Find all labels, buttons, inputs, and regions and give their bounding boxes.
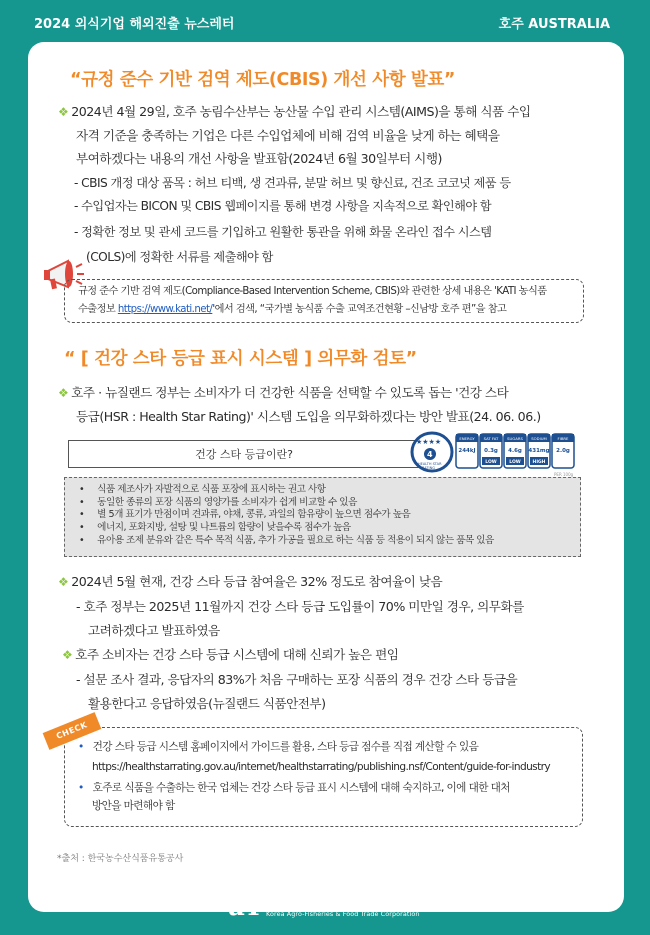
section2-sub-item: - 설문 조사 결과, 응답자의 83%가 처음 구매하는 포장 식품의 경우 건강 스타 등급을 <box>76 672 518 687</box>
check-item-text: 건강 스타 등급 시스템 홈페이지에서 가이드를 활용, 스타 등급 점수를 직접 계산할 수 있음 <box>92 741 479 753</box>
svg-text:RATING: RATING <box>422 466 435 470</box>
country-label: 호주 AUSTRALIA <box>498 17 610 32</box>
svg-text:HEALTH STAR: HEALTH STAR <box>418 462 442 466</box>
bullet-diamond-icon: ❖ <box>62 648 73 662</box>
svg-text:LOW: LOW <box>509 460 521 465</box>
at-logo-mark <box>228 893 262 921</box>
bullet-dot-icon: • <box>78 782 84 794</box>
hsr-info-item: • 에너지, 포화지방, 설탕 및 나트륨의 함량이 낮을수록 점수가 높음 <box>79 522 580 535</box>
org-name-korean: 한국농수산식품유통공사 <box>266 897 403 912</box>
hsr-info-item: • 동일한 종류의 포장 식품의 영양가를 소비자가 쉽게 비교할 수 있음 <box>79 497 580 510</box>
section2-intro <box>58 381 598 428</box>
svg-text:PER 100g: PER 100g <box>554 472 574 477</box>
bullet-diamond-icon: ❖ <box>58 575 69 589</box>
svg-text:0.3g: 0.3g <box>484 448 498 454</box>
section2-sub-item: 활용한다고 응답하였음(뉴질랜드 식품안전부) <box>88 696 326 711</box>
kati-link[interactable]: https://www.kati.net/ <box>117 304 213 315</box>
hsr-nutrient-panel <box>456 434 478 468</box>
note-line: 규정 준수 기반 검역 제도(Compliance-Based Intervention Scheme, CBIS)와 관련한 상세 내용은 'KATI 농식품 <box>78 286 547 297</box>
bullet-diamond-icon: ❖ <box>58 386 69 400</box>
section1-sub-item: - 정확한 정보 및 관세 코드를 기입하고 원활한 통관을 위해 화물 온라인 접수 시스템 <box>74 225 492 239</box>
svg-text:★★★★: ★★★★ <box>416 438 442 446</box>
section1-intro-line: 자격 기준을 충족하는 기업은 다른 수입업체에 비해 검역 비율을 낮게 하는 혜택을 <box>76 128 500 143</box>
svg-text:431mg: 431mg <box>528 448 550 454</box>
hsr-guide-link[interactable]: https://healthstarrating.gov.au/internet/healthstarrating/publishing.nsf/Content/guide-for-industry <box>92 761 551 773</box>
section2-title: “ [ 건강 스타 등급 표시 시스템 ] 의무화 검토” <box>64 349 417 369</box>
section2-intro-line: 호주 · 뉴질랜드 정부는 소비자가 더 건강한 식품을 선택할 수 있도록 돕는 '건강 스타 <box>71 385 509 400</box>
svg-text:4: 4 <box>427 450 433 459</box>
bullet-diamond-icon: ❖ <box>58 105 69 119</box>
section2-sub-item: - 호주 정부는 2025년 11월까지 건강 스타 등급 도입률이 70% 미만일 경우, 의무화를 <box>76 599 524 614</box>
health-star-rating-logo <box>410 430 576 482</box>
svg-text:SUGARS: SUGARS <box>507 436 523 441</box>
bullet-dot-icon: • <box>78 741 84 753</box>
page-number: 9 <box>591 883 598 893</box>
section1-sub-item: - 수입업자는 BICON 및 CBIS 웹페이지를 통해 변경 사항을 지속적으로 확인해야 함 <box>74 199 492 213</box>
hsr-info-box <box>64 477 581 557</box>
check-item-text: 방안을 마련해야 함 <box>92 800 175 812</box>
check-item-text: 호주로 식품을 수출하는 한국 업체는 건강 스타 등급 표시 시스템에 대해 숙지하고, 이에 대한 대처 <box>92 782 510 794</box>
section1-intro <box>58 100 598 170</box>
svg-text:SAT FAT: SAT FAT <box>483 436 499 441</box>
section2-bullet-text: 2024년 5월 현재, 건강 스타 등급 참여율은 32% 정도로 참여율이 낮음 <box>71 574 443 589</box>
svg-text:SODIUM: SODIUM <box>531 436 547 441</box>
section2-intro-line: 등급(HSR : Health Star Rating)' 시스템 도입을 의무화하겠다는 방안 발표(24. 06. 06.) <box>76 409 541 424</box>
svg-text:ENERGY: ENERGY <box>459 436 475 441</box>
hsr-info-item: • 유아용 조제 분유와 같은 특수 목적 식품, 추가 가공을 필요로 하는 식품 등 적용이 되지 않는 품목 있음 <box>79 535 580 548</box>
check-item <box>78 738 478 756</box>
svg-text:4.6g: 4.6g <box>508 448 522 454</box>
note-text: 수출정보 <box>78 304 116 315</box>
source-note: *출처 : 한국농수산식품유통공사 <box>57 854 184 864</box>
section1-sub-item: (COLS)에 정확한 서류를 제출해야 함 <box>86 250 273 264</box>
hsr-info-item: • 식품 제조사가 자발적으로 식품 포장에 표시하는 권고 사항 <box>79 484 580 497</box>
check-tag: CHECK <box>43 712 102 750</box>
hsr-info-item: • 별 5개 표기가 만점이며 견과류, 야채, 콩류, 과일의 함유량이 높으면 점수가 높음 <box>79 509 580 522</box>
check-item <box>78 779 510 797</box>
hsr-nutrient-panel <box>480 434 502 468</box>
svg-text:LOW: LOW <box>485 460 497 465</box>
section2-bullet-text: 호주 소비자는 건강 스타 등급 시스템에 대해 신뢰가 높은 편임 <box>75 647 399 662</box>
section2-bullet <box>62 643 398 667</box>
section1-intro-line: 부여하겠다는 내용의 개선 사항을 발표함(2024년 6월 30일부터 시행) <box>76 151 442 166</box>
note-line <box>78 301 506 319</box>
svg-text:2.0g: 2.0g <box>556 448 570 454</box>
note-text: '에서 검색, “국가별 농식품 수출 교역조건현황 –신남방 호주 편”을 참고 <box>212 304 507 315</box>
section1-sub-item: - CBIS 개정 대상 품목 : 허브 티백, 생 견과류, 분말 허브 및 향신료, 건조 코코넛 제품 등 <box>74 176 511 190</box>
newsletter-title: 2024 외식기업 해외진출 뉴스레터 <box>34 17 235 32</box>
hsr-question-box: 건강 스타 등급이란? <box>68 440 420 468</box>
section1-title: “규정 준수 기반 검역 제도(CBIS) 개선 사항 발표” <box>70 70 456 90</box>
svg-text:FIBRE: FIBRE <box>557 436 569 441</box>
section2-sub-item: 고려하겠다고 발표하였음 <box>88 623 220 638</box>
hsr-nutrient-panel <box>528 434 550 468</box>
org-name-english: Korea Agro-Fisheries & Food Trade Corporation <box>266 910 420 918</box>
section1-intro-line: 2024년 4월 29일, 호주 농림수산부는 농산물 수입 관리 시스템(AIMS)을 통해 식품 수입 <box>71 104 531 119</box>
at-logo-mark-text: aT <box>228 892 263 922</box>
hsr-nutrient-panel <box>504 434 526 468</box>
header <box>0 0 650 42</box>
svg-text:HIGH: HIGH <box>532 460 546 465</box>
hsr-nutrient-panel <box>552 434 574 468</box>
svg-text:244kJ: 244kJ <box>458 448 476 454</box>
section2-bullet <box>58 570 442 594</box>
